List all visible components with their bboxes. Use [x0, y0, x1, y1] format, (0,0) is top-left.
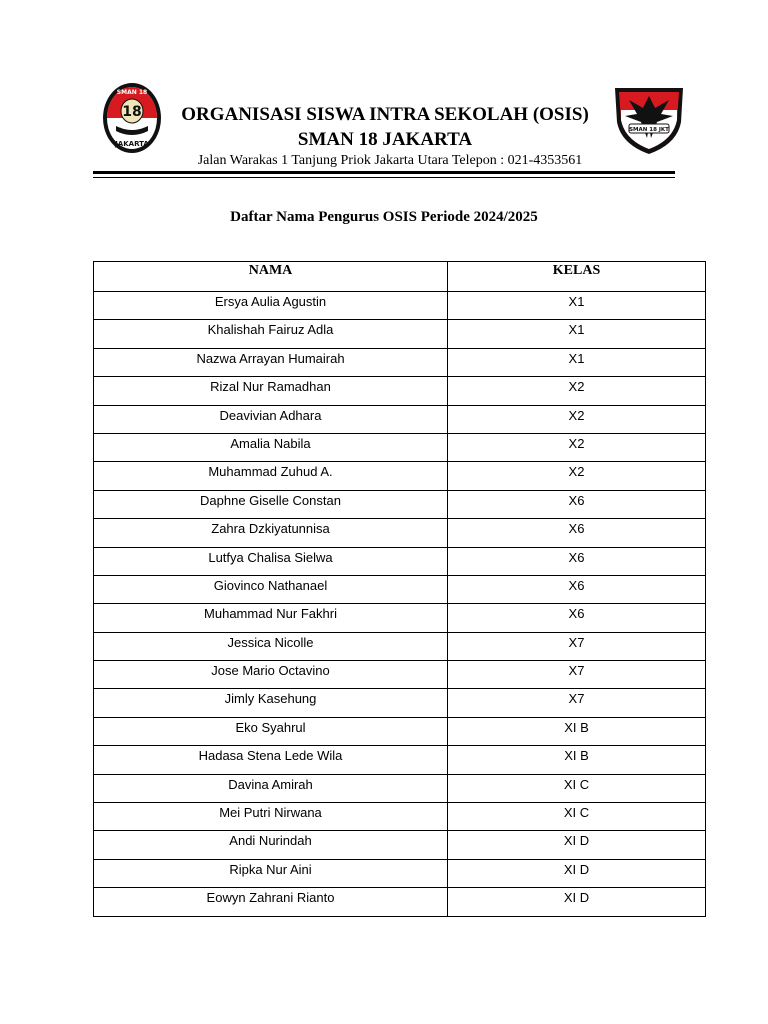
cell-kelas: X1	[448, 348, 706, 376]
cell-nama: Mei Putri Nirwana	[94, 803, 448, 831]
cell-nama: Khalishah Fairuz Adla	[94, 320, 448, 348]
table-row	[94, 490, 706, 518]
table-row	[94, 604, 706, 632]
osis-phoenix-crest-icon	[611, 82, 687, 156]
cell-nama: Jose Mario Octavino	[94, 661, 448, 689]
cell-kelas: X6	[448, 490, 706, 518]
sman18-logo	[102, 82, 162, 154]
cell-kelas: X6	[448, 519, 706, 547]
cell-nama: Hadasa Stena Lede Wila	[94, 746, 448, 774]
cell-nama: Andi Nurindah	[94, 831, 448, 859]
cell-nama: Rizal Nur Ramadhan	[94, 377, 448, 405]
cell-kelas: X1	[448, 320, 706, 348]
table-row	[94, 547, 706, 575]
table-row	[94, 377, 706, 405]
table-row	[94, 320, 706, 348]
cell-kelas: XI B	[448, 717, 706, 745]
cell-nama: Daphne Giselle Constan	[94, 490, 448, 518]
cell-nama: Davina Amirah	[94, 774, 448, 802]
table-row	[94, 632, 706, 660]
cell-kelas: X2	[448, 405, 706, 433]
column-header-kelas: KELAS	[448, 262, 706, 292]
table-row	[94, 575, 706, 603]
cell-kelas: X7	[448, 661, 706, 689]
letterhead-divider-thick	[93, 171, 675, 174]
cell-kelas: X7	[448, 632, 706, 660]
cell-nama: Lutfya Chalisa Sielwa	[94, 547, 448, 575]
logo-left-number: 18	[122, 104, 142, 120]
table-row	[94, 689, 706, 717]
cell-kelas: X2	[448, 462, 706, 490]
logo-left-bottom-text: JAKARTA	[115, 140, 149, 148]
cell-nama: Eowyn Zahrani Rianto	[94, 888, 448, 916]
cell-kelas: X2	[448, 433, 706, 461]
school-name: SMAN 18 JAKARTA	[297, 129, 473, 150]
cell-kelas: X7	[448, 689, 706, 717]
cell-kelas: X6	[448, 575, 706, 603]
cell-nama: Giovinco Nathanael	[94, 575, 448, 603]
document-title: Daftar Nama Pengurus OSIS Periode 2024/2025	[230, 209, 538, 225]
cell-kelas: XI D	[448, 888, 706, 916]
table-row	[94, 405, 706, 433]
table-header-row	[94, 262, 706, 292]
cell-nama: Ersya Aulia Agustin	[94, 292, 448, 320]
cell-nama: Deavivian Adhara	[94, 405, 448, 433]
table-row	[94, 348, 706, 376]
table-row	[94, 746, 706, 774]
org-name: ORGANISASI SISWA INTRA SEKOLAH (OSIS)	[181, 104, 589, 125]
table-row	[94, 462, 706, 490]
cell-nama: Zahra Dzkiyatunnisa	[94, 519, 448, 547]
table-row	[94, 803, 706, 831]
table-row	[94, 774, 706, 802]
cell-kelas: XI C	[448, 774, 706, 802]
table-row	[94, 292, 706, 320]
column-header-nama: NAMA	[94, 262, 448, 292]
table-row	[94, 433, 706, 461]
cell-nama: Eko Syahrul	[94, 717, 448, 745]
cell-nama: Muhammad Nur Fakhri	[94, 604, 448, 632]
cell-nama: Jessica Nicolle	[94, 632, 448, 660]
table-row	[94, 859, 706, 887]
table-row	[94, 831, 706, 859]
school-address: Jalan Warakas 1 Tanjung Priok Jakarta Utara Telepon : 021-4353561	[197, 153, 583, 168]
cell-nama: Amalia Nabila	[94, 433, 448, 461]
cell-kelas: XI D	[448, 859, 706, 887]
cell-kelas: X2	[448, 377, 706, 405]
cell-nama: Jimly Kasehung	[94, 689, 448, 717]
sman18-jakarta-emblem-icon	[102, 82, 162, 154]
cell-kelas: XI B	[448, 746, 706, 774]
logo-left-ring-text: SMAN 18	[116, 89, 148, 96]
logo-right-banner-text: SMAN 18 JKT	[629, 127, 669, 133]
cell-nama: Ripka Nur Aini	[94, 859, 448, 887]
cell-nama: Nazwa Arrayan Humairah	[94, 348, 448, 376]
table-row	[94, 717, 706, 745]
member-table	[93, 261, 706, 917]
letterhead-divider-thin	[93, 177, 675, 178]
cell-kelas: X1	[448, 292, 706, 320]
cell-kelas: XI D	[448, 831, 706, 859]
osis-logo	[611, 82, 687, 156]
cell-kelas: X6	[448, 604, 706, 632]
cell-kelas: X6	[448, 547, 706, 575]
table-row	[94, 661, 706, 689]
cell-nama: Muhammad Zuhud A.	[94, 462, 448, 490]
table-row	[94, 888, 706, 916]
cell-kelas: XI C	[448, 803, 706, 831]
table-row	[94, 519, 706, 547]
